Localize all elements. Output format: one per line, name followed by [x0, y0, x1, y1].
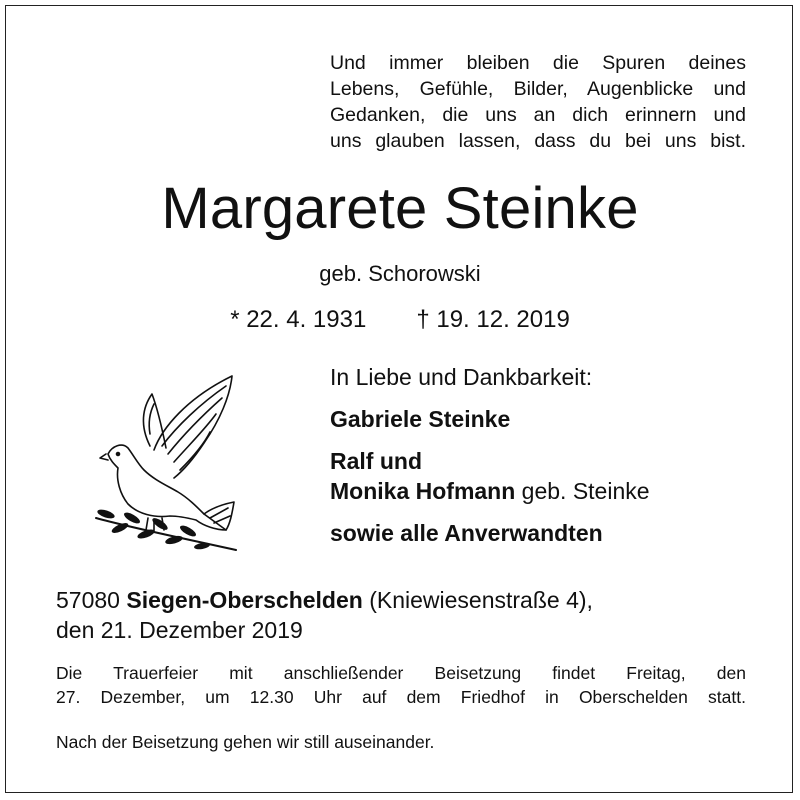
mourners-others	[330, 518, 770, 548]
deceased-name: Margarete Steinke	[161, 176, 639, 241]
service-line: Die Trauerfeier mit anschließender Beisetzung findet Freitag, den	[56, 663, 746, 683]
mourner-name	[330, 446, 770, 476]
mourner-name-text: Ralf und	[330, 448, 422, 474]
birth-date: * 22. 4. 1931	[230, 306, 367, 333]
mourner-name	[330, 476, 770, 506]
mourner-name-text: Gabriele Steinke	[330, 406, 511, 432]
mourners-intro: In Liebe und Dankbarkeit:	[330, 364, 593, 390]
postal-code: 57080	[56, 587, 127, 613]
dove-with-olive-branch-icon	[92, 368, 242, 558]
service-info	[56, 661, 746, 709]
motto-line: Gedanken, die uns an dich erinnern und	[330, 104, 746, 126]
motto-line: Lebens, Gefühle, Bilder, Augenblicke und	[330, 78, 746, 100]
mourner-name-text: Monika Hofmann	[330, 478, 516, 504]
closing-note: Nach der Beisetzung gehen wir still auseinander.	[56, 732, 435, 752]
address-line	[56, 585, 756, 615]
street-address: (Kniewiesenstraße 4),	[362, 587, 593, 613]
motto-line: Und immer bleiben die Spuren deines	[330, 52, 746, 74]
service-line: 27. Dezember, um 12.30 Uhr auf dem Friedhof in Oberschelden statt.	[56, 687, 746, 707]
mourner-name	[330, 404, 770, 434]
city-name: Siegen-Oberschelden	[126, 587, 363, 613]
motto-line: uns glauben lassen, dass du bei uns bist.	[330, 130, 746, 152]
date-line: den 21. Dezember 2019	[56, 617, 303, 643]
maiden-name: geb. Schorowski	[319, 261, 481, 286]
mourners-others-text: sowie alle Anverwandten	[330, 520, 603, 546]
place-and-date	[56, 585, 756, 645]
death-date: † 19. 12. 2019	[416, 306, 570, 333]
life-dates	[0, 305, 800, 335]
mourner-maiden-note: geb. Steinke	[515, 478, 650, 504]
motto-verse	[330, 50, 746, 154]
mourners-block	[330, 362, 770, 548]
